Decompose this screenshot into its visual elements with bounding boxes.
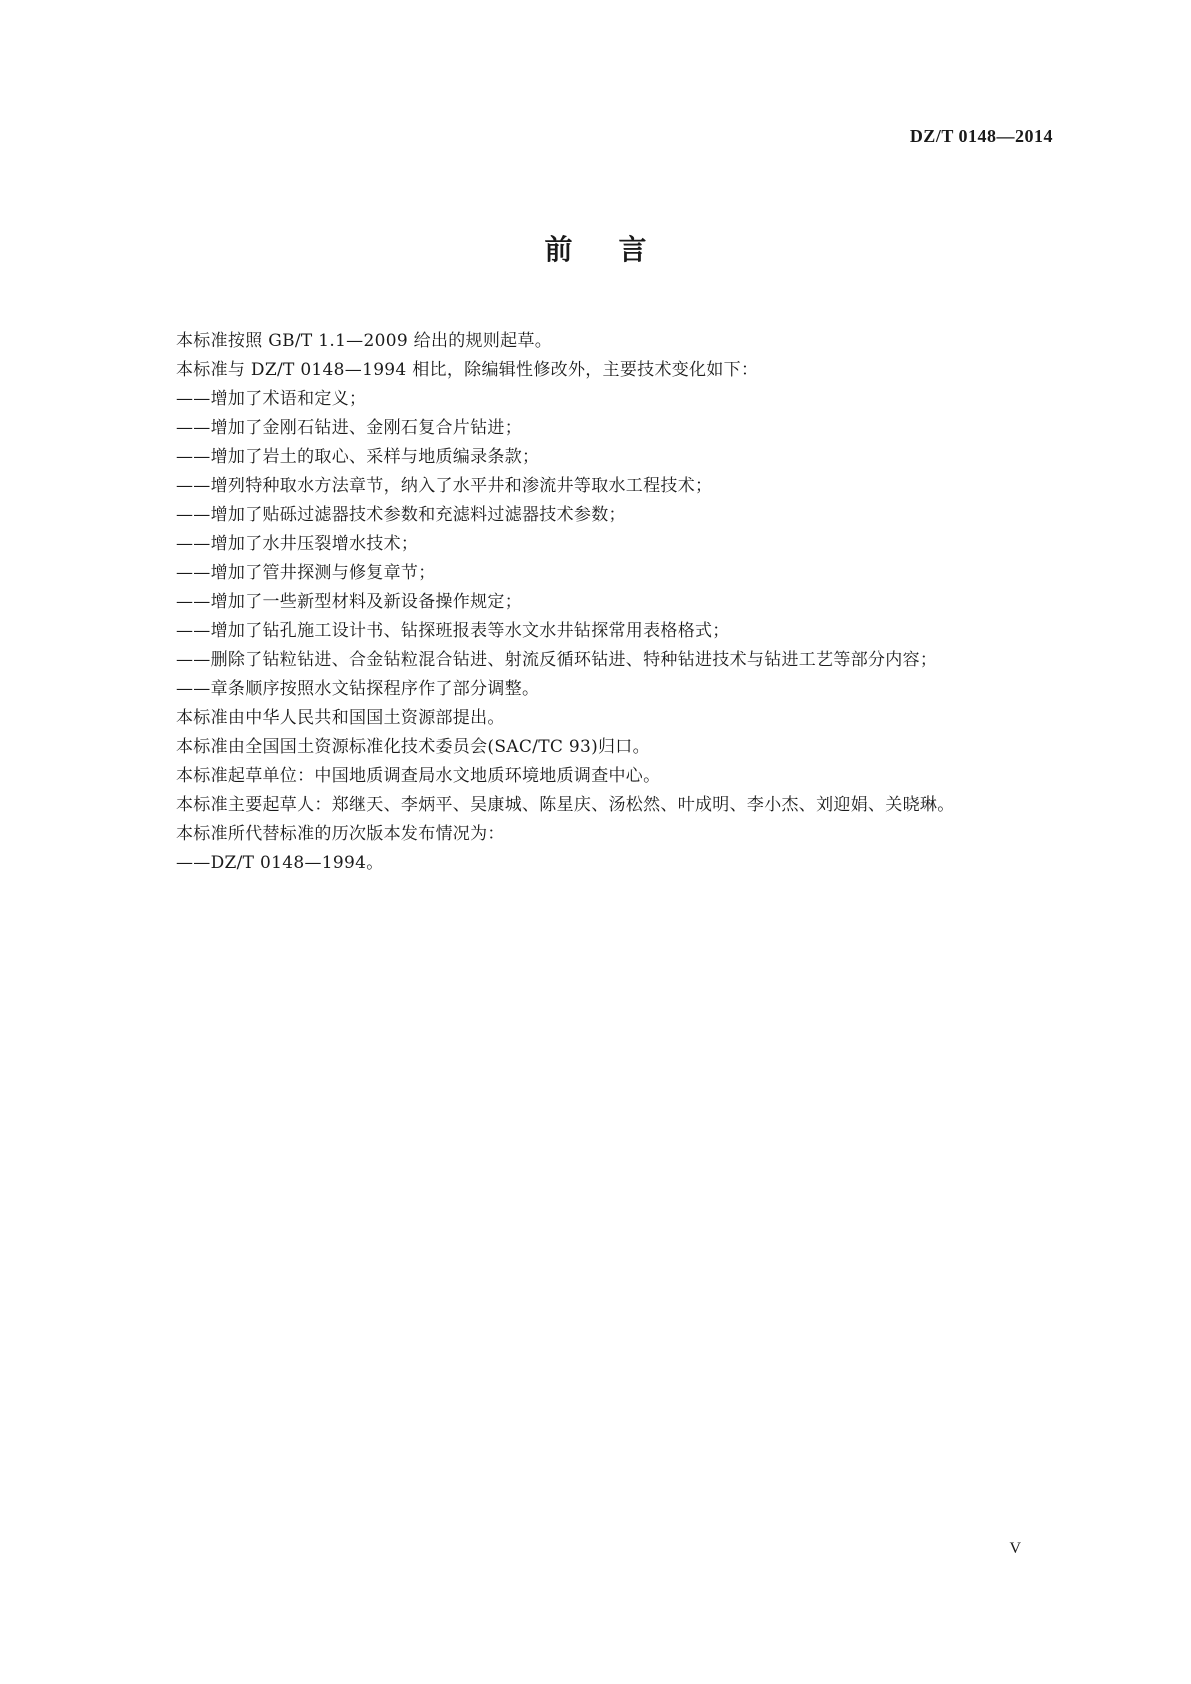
document-code: DZ/T 0148—2014	[909, 126, 1053, 146]
foreword-line: ——增加了一些新型材料及新设备操作规定；	[176, 592, 522, 612]
foreword-line: ——章条顺序按照水文钻探程序作了部分调整。	[176, 679, 540, 699]
foreword-line: 本标准与 DZ/T 0148—1994 相比，除编辑性修改外，主要技术变化如下：	[176, 360, 759, 380]
foreword-line: ——增加了金刚石钻进、金刚石复合片钻进；	[176, 418, 522, 438]
foreword-line: ——增加了钻孔施工设计书、钻探班报表等水文水井钻探常用表格格式；	[176, 621, 730, 641]
foreword-line: ——删除了钻粒钻进、合金钻粒混合钻进、射流反循环钻进、特种钻进技术与钻进工艺等部分内容；	[176, 650, 938, 670]
page-title: 前言	[544, 233, 693, 266]
foreword-line: ——增列特种取水方法章节，纳入了水平井和渗流井等取水工程技术；	[176, 476, 713, 496]
foreword-line: 本标准按照 GB/T 1.1—2009 给出的规则起草。	[176, 331, 553, 351]
foreword-line: ——增加了管井探测与修复章节；	[176, 563, 436, 583]
foreword-body	[176, 327, 1076, 878]
foreword-line: 本标准主要起草人：郑继天、李炳平、吴康城、陈星庆、汤松然、叶成明、李小杰、刘迎娟、关晓琳。	[176, 795, 955, 815]
foreword-line: 本标准由全国国土资源标准化技术委员会(SAC/TC 93)归口。	[176, 737, 650, 757]
foreword-line: 本标准所代替标准的历次版本发布情况为：	[176, 824, 505, 844]
foreword-line: ——DZ/T 0148—1994。	[176, 853, 384, 873]
foreword-line: ——增加了贴砾过滤器技术参数和充滤料过滤器技术参数；	[176, 505, 626, 525]
page-number: V	[1009, 1540, 1021, 1557]
foreword-line: ——增加了水井压裂增水技术；	[176, 534, 419, 554]
foreword-line: ——增加了术语和定义；	[176, 389, 367, 409]
foreword-line: 本标准由中华人民共和国国土资源部提出。	[176, 708, 505, 728]
foreword-line: ——增加了岩土的取心、采样与地质编录条款；	[176, 447, 540, 467]
foreword-line: 本标准起草单位：中国地质调查局水文地质环境地质调查中心。	[176, 766, 661, 786]
